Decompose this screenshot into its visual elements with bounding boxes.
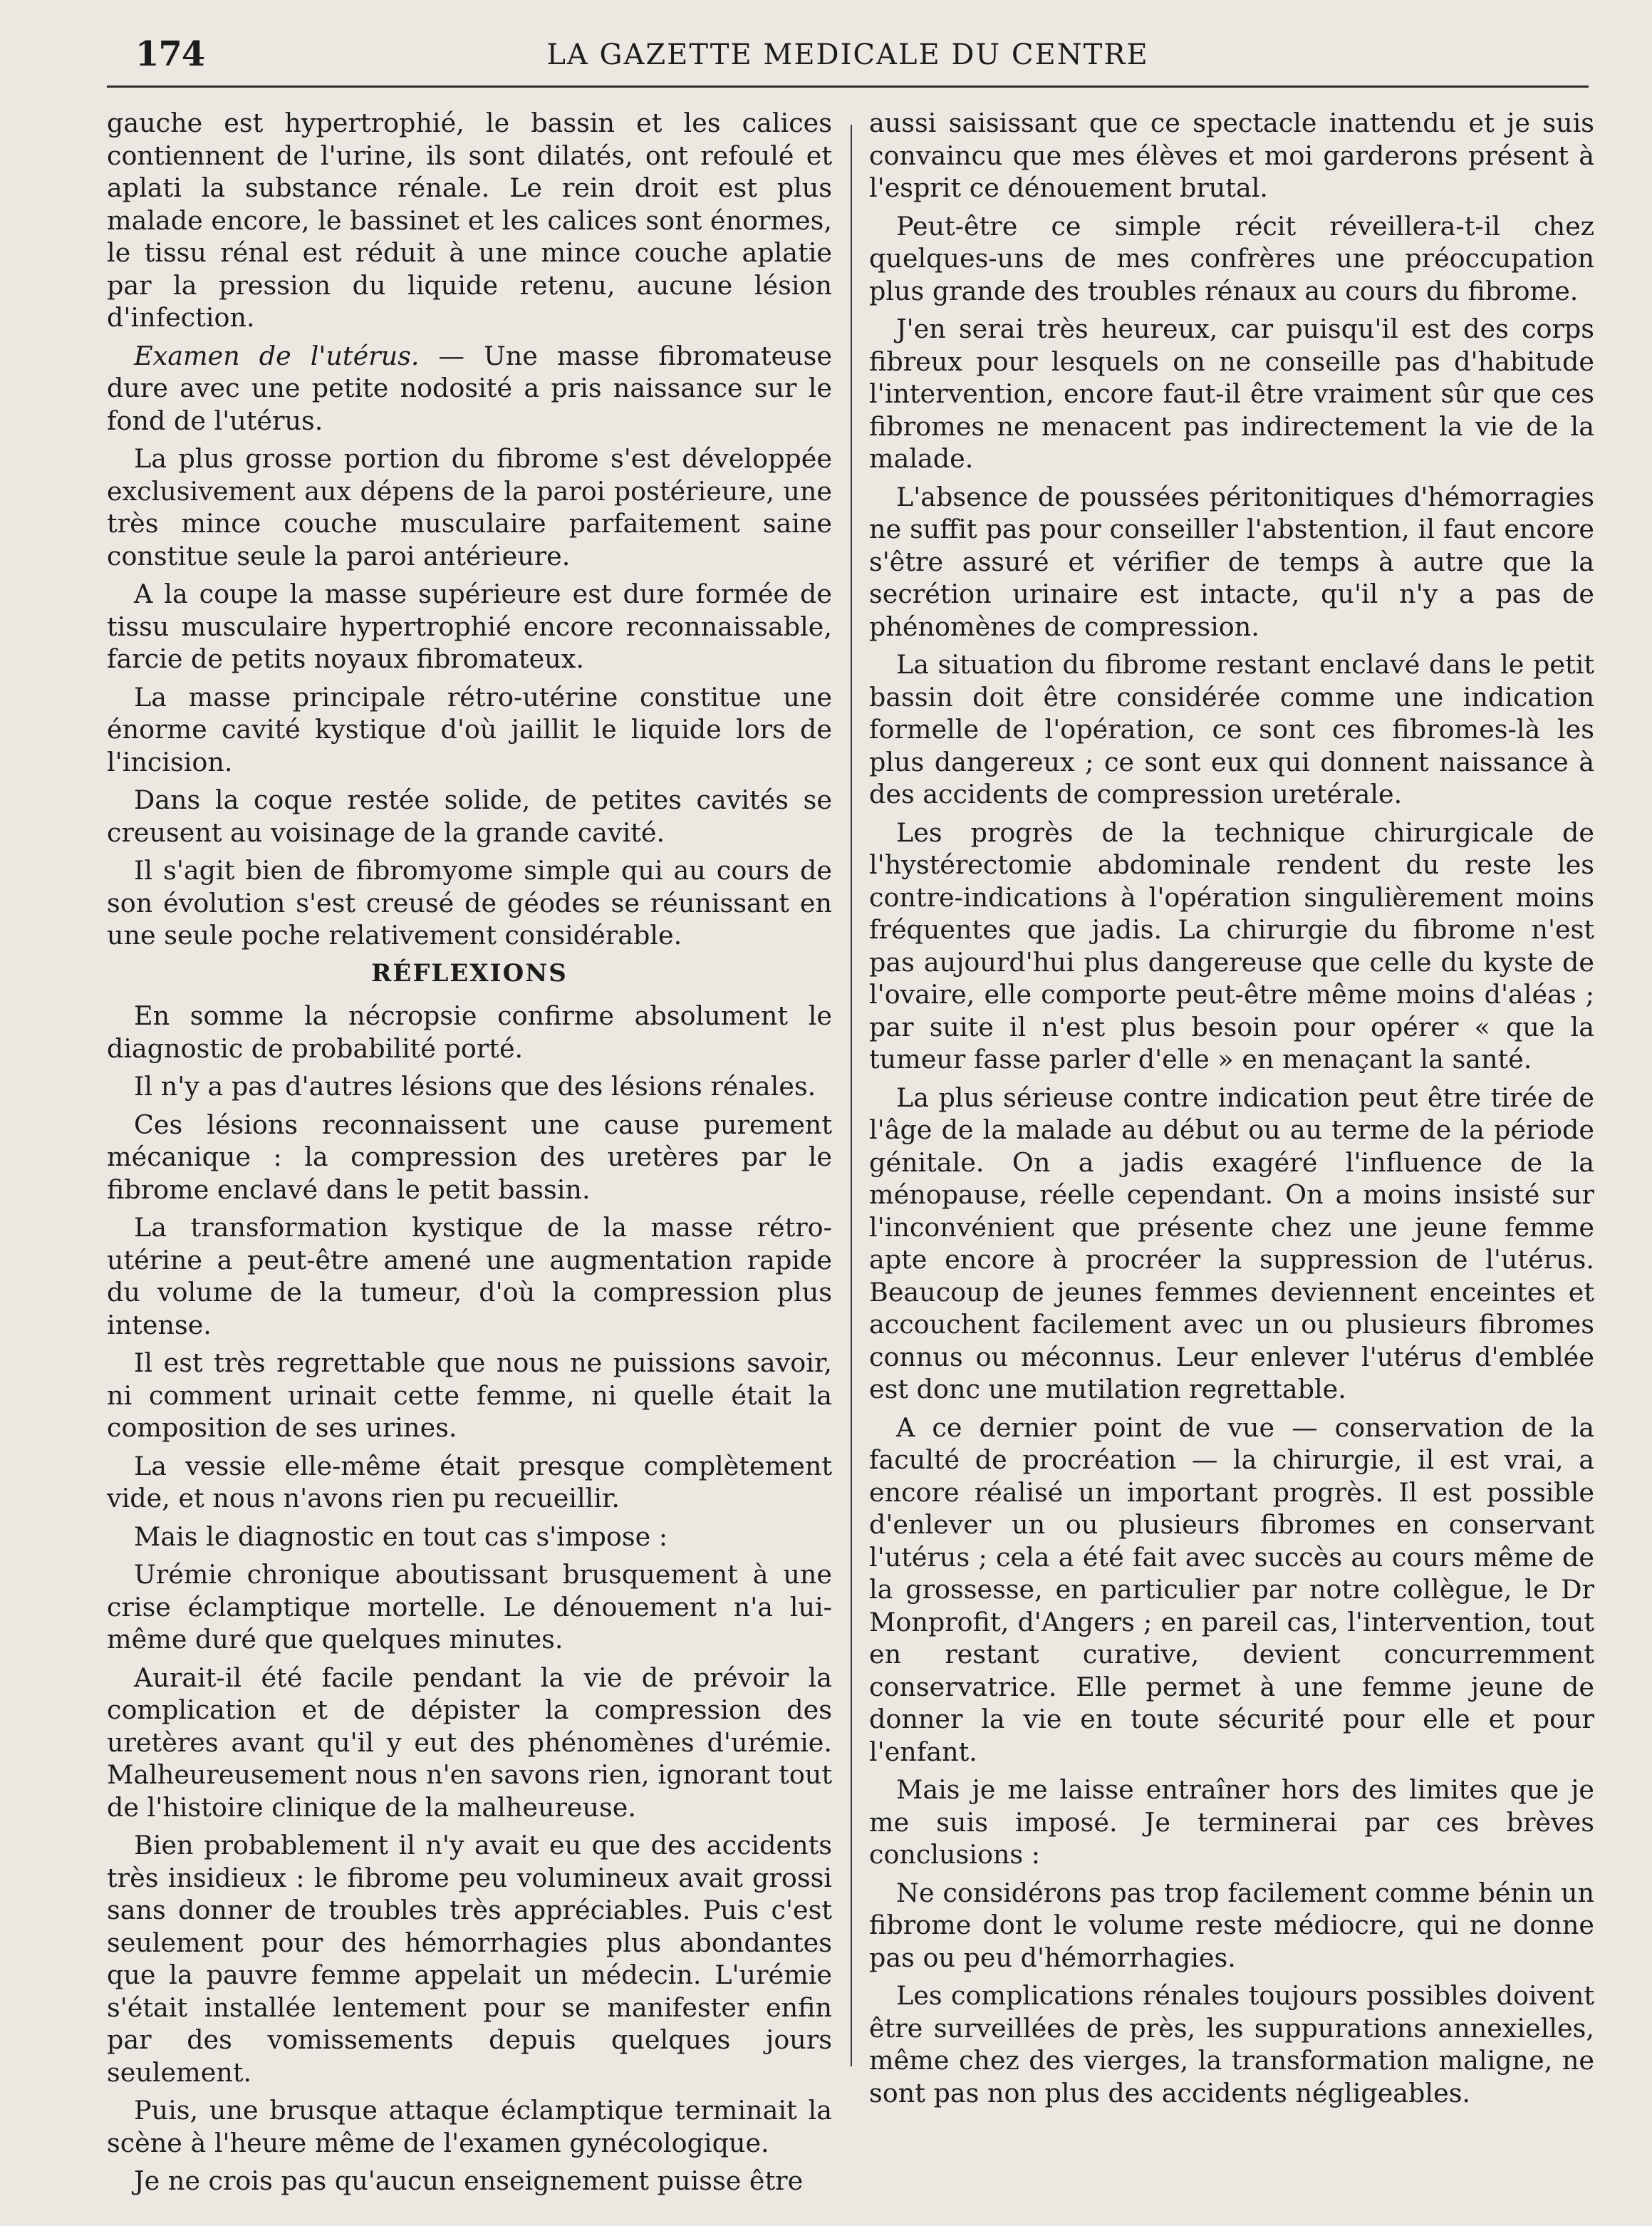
paragraph: Ne considérons pas trop facilement comme bénin un fibrome dont le volume reste médiocre, qui ne donne pas ou peu d'hémorrhagies. bbox=[869, 1877, 1594, 1973]
paragraph bbox=[107, 340, 832, 438]
paragraph: Puis, une brusque attaque éclamptique terminait la scène à l'heure même de l'examen gynécologique. bbox=[107, 2095, 832, 2158]
paragraph: Les progrès de la technique chirurgicale de l'hystérectomie abdominale rendent du reste les contre-indications à l'opération singulièrement moins fréquentes que jadis. La chirurgie du fibrome n'est pas aujourd'hui plus dangereuse que celle du kyste de l'ovaire, elle comporte peut-être même moins d'aléas ; par suite il n'est plus besoin pour opérer « que la tumeur fasse parler d'elle » en menaçant la santé. bbox=[869, 817, 1594, 1075]
right-column bbox=[869, 107, 1594, 2115]
section-heading: RÉFLEXIONS bbox=[371, 958, 568, 988]
paragraph: Urémie chronique aboutissant brusquement à une crise éclamptique mortelle. Le dénouement n'a lui-même duré que quelques minutes. bbox=[107, 1559, 832, 1655]
journal-title: LA GAZETTE MEDICALE DU CENTRE bbox=[546, 38, 1149, 71]
column-divider bbox=[851, 125, 852, 2066]
paragraph: gauche est hypertrophié, le bassin et les calices contiennent de l'urine, ils sont dilatés, ont refoulé et aplati la substance rénale. Le rein droit est plus malade encore, le bassinet et les calices sont énormes, le tissu rénal est réduit à une mince couche aplatie par la pression du liquide retenu, aucune lésion d'infection. bbox=[107, 108, 832, 333]
paragraph: La masse principale rétro-utérine constitue une énorme cavité kystique d'où jaillit le liquide lors de l'incision. bbox=[107, 681, 832, 777]
paragraph: Mais je me laisse entraîner hors des limites que je me suis imposé. Je terminerai par ces brèves conclusions : bbox=[869, 1774, 1594, 1870]
paragraph: J'en serai très heureux, car puisqu'il est des corps fibreux pour lesquels on ne conseille pas d'habitude l'intervention, encore faut-il être vraiment sûr que ces fibromes ne menacent pas indirectement la vie de la malade. bbox=[869, 314, 1594, 474]
paragraph-text: — Une masse fibromateuse dure avec une petite nodosité a pris naissance sur le fond de l'utérus. bbox=[107, 340, 833, 436]
paragraph: A la coupe la masse supérieure est dure formée de tissu musculaire hypertrophié encore reconnaissable, farcie de petits noyaux fibromateux. bbox=[107, 579, 832, 674]
paragraph: En somme la nécropsie confirme absolument le diagnostic de probabilité porté. bbox=[107, 1000, 832, 1064]
paragraph: Ces lésions reconnaissent une cause purement mécanique : la compression des uretères par le fibrome enclavé dans le petit bassin. bbox=[107, 1109, 832, 1205]
paragraph: La situation du fibrome restant enclavé dans le petit bassin doit être considérée comme une indication formelle de l'opération, ce sont ces fibromes-là les plus dangereux ; ce sont eux qui donnent naissance à des accidents de compression uretérale. bbox=[869, 649, 1594, 809]
page-number: 174 bbox=[135, 34, 205, 74]
left-column bbox=[107, 107, 832, 2203]
paragraph: Les complications rénales toujours possibles doivent être surveillées de près, les suppurations annexielles, même chez des vierges, la transformation maligne, ne sont pas non plus des accidents négligeables. bbox=[869, 1980, 1594, 2108]
page-header bbox=[107, 29, 1589, 86]
paragraph: aussi saisissant que ce spectacle inattendu et je suis convaincu que mes élèves et moi garderons présent à l'esprit ce dénouement brutal. bbox=[869, 108, 1594, 203]
paragraph: Je ne crois pas qu'aucun enseignement puisse être bbox=[134, 2165, 804, 2196]
paragraph: L'absence de poussées péritonitiques d'hémorragies ne suffit pas pour conseiller l'abstention, il faut encore s'être assuré et vérifier de temps à autre que la secrétion urinaire est intacte, qu'il n'y a pas de phénomènes de compression. bbox=[869, 481, 1594, 642]
paragraph: Mais le diagnostic en tout cas s'impose : bbox=[134, 1521, 668, 1552]
header-rule bbox=[107, 86, 1589, 88]
paragraph: Dans la coque restée solide, de petites cavités se creusent au voisinage de la grande cavité. bbox=[107, 785, 832, 848]
paragraph: Il s'agit bien de fibromyome simple qui au cours de son évolution s'est creusé de géodes se réunissant en une seule poche relativement considérable. bbox=[107, 855, 832, 951]
paragraph: La vessie elle-même était presque complètement vide, et nous n'avons rien pu recueillir. bbox=[107, 1450, 832, 1513]
italic-lead: Examen de l'utérus. bbox=[134, 340, 420, 371]
paragraph: A ce dernier point de vue — conservation de la faculté de procréation — la chirurgie, il est vrai, a encore réalisé un important progrès. Il est possible d'enlever un ou plusieurs fibromes en conservant l'utérus ; cela a été fait avec succès au cours même de la grossesse, en particulier par notre collègue, le Dr Monprofit, d'Angers ; en pareil cas, l'intervention, tout en restant curative, devient concurremment conservatrice. Elle permet à une femme jeune de donner la vie en toute sécurité pour elle et pour l'enfant. bbox=[869, 1412, 1594, 1767]
paragraph: Peut-être ce simple récit réveillera-t-il chez quelques-uns de mes confrères une préoccupation plus grande des troubles rénaux au cours du fibrome. bbox=[869, 210, 1594, 306]
paragraph: La plus sérieuse contre indication peut être tirée de l'âge de la malade au début ou au terme de la période génitale. On a jadis exagéré l'influence de la ménopause, réelle cependant. On a moins insisté sur l'inconvénient que présente chez une jeune femme apte encore à procréer la suppression de l'utérus. Beaucoup de jeunes femmes deviennent enceintes et accouchent facilement avec un ou plusieurs fibromes connus ou méconnus. Leur enlever l'utérus d'emblée est donc une mutilation regrettable. bbox=[869, 1082, 1594, 1404]
paragraph: Il est très regrettable que nous ne puissions savoir, ni comment urinait cette femme, ni quelle était la composition de ses urines. bbox=[107, 1347, 832, 1443]
paragraph: La plus grosse portion du fibrome s'est développée exclusivement aux dépens de la paroi postérieure, une très mince couche musculaire parfaitement saine constitue seule la paroi antérieure. bbox=[107, 443, 832, 571]
paragraph: La transformation kystique de la masse rétro-utérine a peut-être amené une augmentation rapide du volume de la tumeur, d'où la compression plus intense. bbox=[107, 1212, 832, 1340]
paragraph: Aurait-il été facile pendant la vie de prévoir la complication et de dépister la compression des uretères avant qu'il y eut des phénomènes d'urémie. Malheureusement nous n'en savons rien, ignorant tout de l'histoire clinique de la malheureuse. bbox=[107, 1662, 832, 1823]
paragraph: Il n'y a pas d'autres lésions que des lésions rénales. bbox=[134, 1071, 816, 1102]
paragraph: Bien probablement il n'y avait eu que des accidents très insidieux : le fibrome peu volumineux avait grossi sans donner de troubles très appréciables. Puis c'est seulement pour des hémorrhagies plus abondantes que la pauvre femme appelait un médecin. L'urémie s'était installée lentement pour se manifester enfin par des vomissements depuis quelques jours seulement. bbox=[107, 1830, 832, 2088]
